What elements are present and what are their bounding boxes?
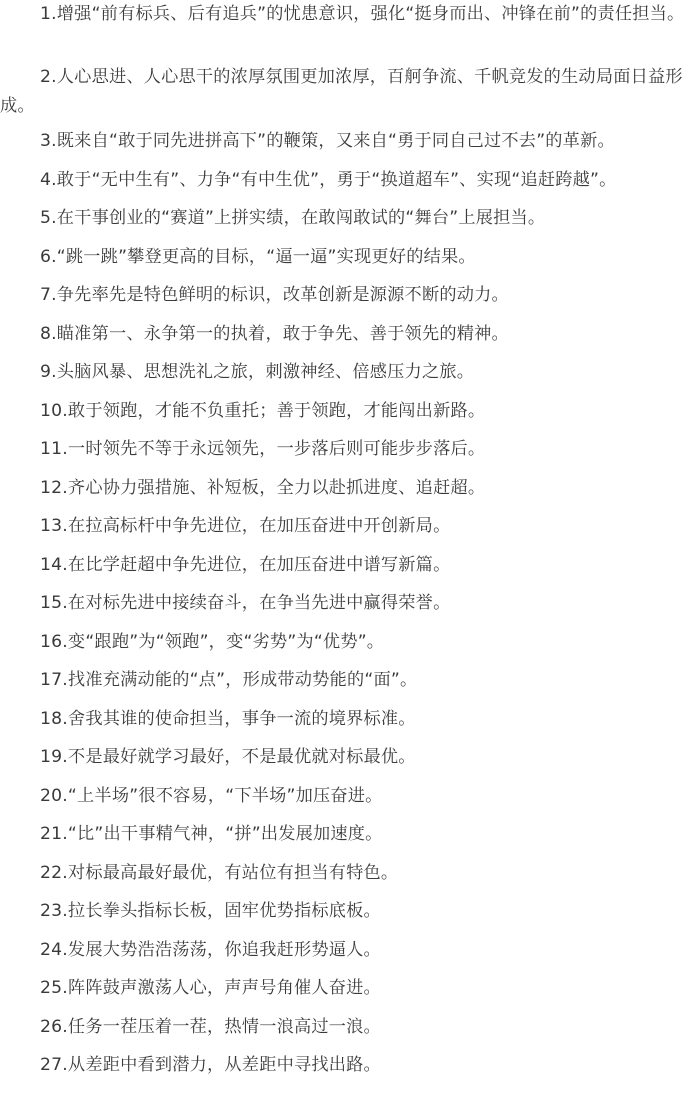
paragraph-15: 15.在对标先进中接续奋斗，在争当先进中赢得荣誉。 [40,593,451,613]
paragraph-20: 20.“上半场”很不容易，“下半场”加压奋进。 [40,786,383,806]
paragraph-14: 14.在比学赶超中争先进位，在加压奋进中谱写新篇。 [40,555,451,575]
paragraph-27: 27.从差距中看到潜力，从差距中寻找出路。 [40,1055,381,1075]
paragraph-2: 2.人心思进、人心思干的浓厚氛围更加浓厚，百舸争流、千帆竞发的生动局面日益形成。 [0,67,683,116]
paragraph-22: 22.对标最高最好最优，有站位有担当有特色。 [40,863,399,883]
paragraph-12: 12.齐心协力强措施、补短板，全力以赴抓进度、追赶超。 [40,478,486,498]
paragraph-23: 23.拉长拳头指标长板，固牢优势指标底板。 [40,901,381,921]
paragraph-10: 10.敢于领跑，才能不负重托；善于领跑，才能闯出新路。 [40,401,486,421]
paragraph-25: 25.阵阵鼓声激荡人心，声声号角催人奋进。 [40,978,381,998]
paragraph-5: 5.在干事创业的“赛道”上拼实绩，在敢闯敢试的“舞台”上展担当。 [40,208,546,228]
paragraph-16: 16.变“跟跑”为“领跑”，变“劣势”为“优势”。 [40,632,385,652]
paragraph-21: 21.“比”出干事精气神，“拼”出发展加速度。 [40,824,383,844]
paragraph-24: 24.发展大势浩浩荡荡，你追我赶形势逼人。 [40,940,381,960]
paragraph-11: 11.一时领先不等于永远领先，一步落后则可能步步落后。 [40,439,486,459]
paragraph-9: 9.头脑风暴、思想洗礼之旅，刺激神经、倍感压力之旅。 [40,362,475,382]
paragraph-19: 19.不是最好就学习最好，不是最优就对标最优。 [40,747,416,767]
paragraph-7: 7.争先率先是特色鲜明的标识，改革创新是源源不断的动力。 [40,285,509,305]
paragraph-13: 13.在拉高标杆中争先进位，在加压奋进中开创新局。 [40,516,451,536]
paragraph-8: 8.瞄准第一、永争第一的执着，敢于争先、善于领先的精神。 [40,324,509,344]
paragraph-17: 17.找准充满动能的“点”，形成带动势能的“面”。 [40,670,418,690]
paragraph-18: 18.舍我其谁的使命担当，事争一流的境界标准。 [40,709,416,729]
paragraph-26: 26.任务一茬压着一茬，热情一浪高过一浪。 [40,1017,381,1037]
paragraph-1: 1.增强“前有标兵、后有追兵”的忧患意识，强化“挺身而出、冲锋在前”的责任担当。 [40,4,685,24]
paragraph-3: 3.既来自“敢于同先进拼高下”的鞭策，又来自“勇于同自己过不去”的革新。 [40,131,615,151]
paragraph-6: 6.“跳一跳”攀登更高的目标，“逼一逼”实现更好的结果。 [40,247,476,267]
paragraph-4: 4.敢于“无中生有”、力争“有中生优”，勇于“换道超车”、实现“追赶跨越”。 [40,170,617,190]
